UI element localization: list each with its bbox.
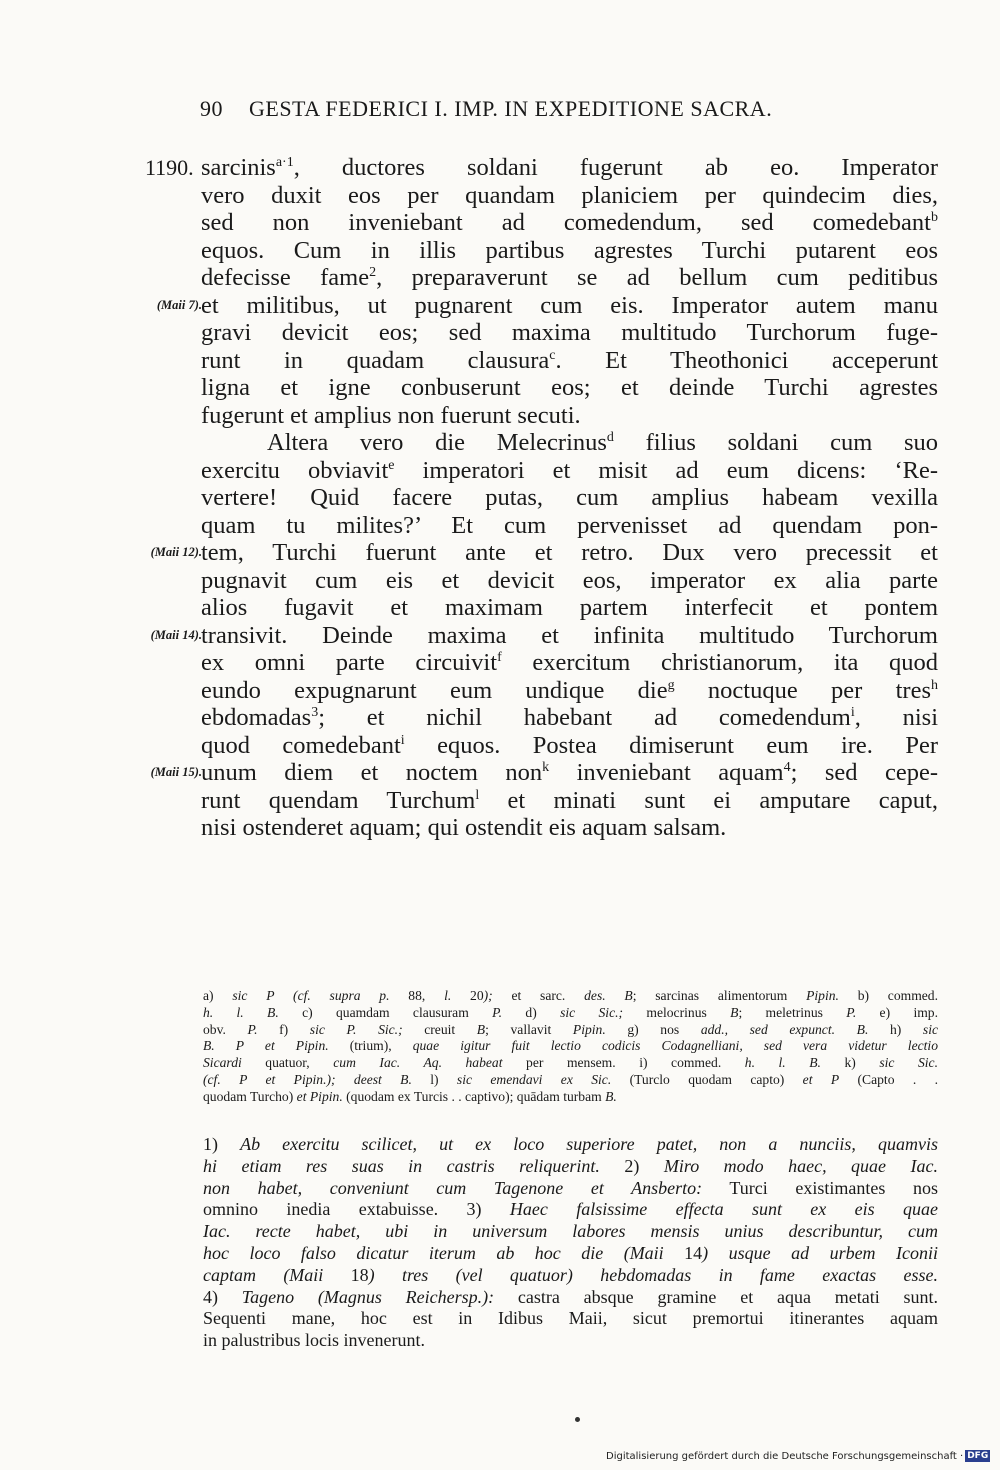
running-header <box>200 96 940 122</box>
footnote-line: Sequenti mane, hoc est in Idibus Maii, sicut premortui itinerantes aquam <box>203 1308 938 1329</box>
text-line <box>0 759 1000 787</box>
running-title: GESTA FEDERICI I. IMP. IN EXPEDITIONE SACRA. <box>249 96 773 121</box>
text-line <box>0 264 1000 292</box>
dfg-logo: DFG <box>967 1451 989 1461</box>
variant-note-line: B. P et Pipin. (trium), quae igitur fuit lectio codicis Codagnelliani, sed vera videtur lectio <box>203 1038 938 1054</box>
footnote-line: 4) Tageno (Magnus Reichersp.): castra absque gramine et aqua metati sunt. <box>203 1286 938 1307</box>
text-line <box>0 649 1000 677</box>
text-line <box>0 622 1000 650</box>
text-line <box>0 814 1000 842</box>
footnote-line: captam (Maii 18) tres (vel quatuor) hebdomadas in fame exactas esse. <box>203 1264 938 1285</box>
line-text: eundo expugnarunt eum undique die$^g$ noctuque per tres$^h$ <box>201 676 938 704</box>
text-line <box>0 319 1000 347</box>
footnotes <box>203 1134 938 1352</box>
line-text: runt in quadam clausura$^c$. Et Theothonici acceperunt <box>201 346 938 374</box>
text-line <box>0 347 1000 375</box>
variant-note-line: quodam Turcho) et Pipin. (quodam ex Turcis . . captivo); quādam turbam B. <box>203 1088 617 1104</box>
line-text: et militibus, ut pugnarent cum eis. Imperator autem manu <box>201 291 938 319</box>
date-marginal: (Maii 7). <box>156 297 202 312</box>
variant-note-line: a) sic P (cf. supra p. 88, l. 20); et sarc. des. B; sarcinas alimentorum Pipin. b) commed. <box>203 988 939 1003</box>
variant-note-line: obv. P. f) sic P. Sic.; creuit B; vallavit Pipin. g) nos add., sed expunct. B. h) sic <box>203 1021 939 1037</box>
date-marginal: (Maii 15). <box>150 765 202 779</box>
text-line <box>0 567 1000 595</box>
line-text: exercitu obviavit$^e$ imperatori et misit ad eum dicens: ‘Re- <box>201 456 938 484</box>
line-text: fugerunt et amplius non fuerunt secuti. <box>201 401 581 429</box>
text-line <box>0 154 1000 182</box>
page-mark-dot <box>575 1417 580 1422</box>
text-line <box>0 457 1000 485</box>
main-text <box>0 154 1000 842</box>
text-line <box>0 677 1000 705</box>
variant-note-line: Sicardi quatuor, cum Iac. Aq. habeat per mensem. i) commed. h. l. B. k) sic Sic. <box>203 1055 938 1071</box>
line-text: nisi ostenderet aquam; qui ostendit eis aquam salsam. <box>201 814 727 841</box>
line-text: ebdomadas$^3$; et nichil habebant ad comedendum$^i$, nisi <box>201 704 938 731</box>
text-line <box>0 594 1000 622</box>
line-text: defecisse fame$^2$, preparaverunt se ad bellum cum peditibus <box>201 264 938 291</box>
line-text: vero duxit eos per quandam planiciem per quindecim dies, <box>201 181 938 209</box>
year-marginal: 1190. <box>145 155 194 180</box>
credit-text: Digitalisierung gefördert durch die Deutsche Forschungsgemeinschaft · <box>606 1451 964 1462</box>
footnote-line: hoc loco falso dicatur iterum ab hoc die (Maii 14) usque ad urbem Iconii <box>203 1242 939 1263</box>
date-marginal: (Maii 12). <box>150 545 202 559</box>
line-text: sed non inveniebant ad comedendum, sed comedebant$^b$ <box>201 209 938 236</box>
line-text: vertere! Quid facere putas, cum amplius habeam vexilla <box>201 484 938 511</box>
variant-note-line: (cf. P et Pipin.); deest B. l) sic emendavi ex Sic. (Turclo quodam capto) et P (Capto . . <box>203 1071 938 1087</box>
variant-notes <box>203 988 938 1106</box>
footnote-line: in palustribus locis invenerunt. <box>203 1330 425 1351</box>
line-text: runt quendam Turchum$^l$ et minati sunt ei amputare caput, <box>201 786 938 814</box>
footnote-line: omnino inedia extabuisse. 3) Haec falsissime effecta sunt ex eis quae <box>203 1199 938 1220</box>
text-line <box>0 539 1000 567</box>
text-line <box>0 292 1000 320</box>
line-text: ligna et igne conbuserunt eos; et deinde Turchi agrestes <box>201 374 938 401</box>
line-text: unum diem et noctem non$^k$ inveniebant aquam$^4$; sed cepe- <box>201 759 939 786</box>
line-text: quam tu milites?’ Et cum pervenisset ad quendam pon- <box>201 511 938 539</box>
line-text: gravi devicit eos; sed maxima multitudo Turchorum fuge- <box>201 319 938 346</box>
line-text: quod comedebant$^i$ equos. Postea dimiserunt eum ire. Per <box>201 731 938 759</box>
digitization-credit <box>606 1450 990 1464</box>
line-text: Altera vero die Melecrinus$^d$ filius soldani cum suo <box>267 429 938 456</box>
line-text: ex omni parte circuivit$^f$ exercitum christianorum, ita quod <box>201 649 938 676</box>
line-text: sarcinis$^{a\cdot 1}$, ductores soldani fugerunt ab eo. Imperator <box>201 154 938 181</box>
line-text: tem, Turchi fuerunt ante et retro. Dux vero precessit et <box>201 539 938 566</box>
text-line <box>0 402 1000 430</box>
text-line <box>0 429 1000 457</box>
text-line <box>0 209 1000 237</box>
line-text: transivit. Deinde maxima et infinita multitudo Turchorum <box>201 621 938 649</box>
text-line <box>0 704 1000 732</box>
footnote-line: 1) Ab exercitu scilicet, ut ex loco superiore patet, non a nunciis, quamvis <box>203 1134 938 1154</box>
text-line <box>0 787 1000 815</box>
variant-note-line: h. l. B. c) quamdam clausuram P. d) sic Sic.; melocrinus B; meletrinus P. e) imp. <box>203 1004 938 1020</box>
footnote-line: hi etiam res suas in castris reliquerint. 2) Miro modo haec, quae Iac. <box>203 1155 938 1176</box>
page-number: 90 <box>200 96 223 121</box>
date-marginal: (Maii 14). <box>150 627 202 642</box>
line-text: pugnavit cum eis et devicit eos, imperator ex alia parte <box>201 566 938 594</box>
text-line <box>0 237 1000 265</box>
line-text: equos. Cum in illis partibus agrestes Turchi putarent eos <box>201 236 938 264</box>
text-line <box>0 512 1000 540</box>
text-line <box>0 484 1000 512</box>
footnote-line: Iac. recte habet, ubi in universum labores mensis unius describuntur, cum <box>203 1221 938 1242</box>
footnote-line: non habet, conveniunt cum Tagenone et Ansberto: Turci existimantes nos <box>203 1177 938 1198</box>
text-line <box>0 374 1000 402</box>
line-text: alios fugavit et maximam partem interfecit et pontem <box>201 594 938 621</box>
text-line <box>0 732 1000 760</box>
text-line <box>0 182 1000 210</box>
